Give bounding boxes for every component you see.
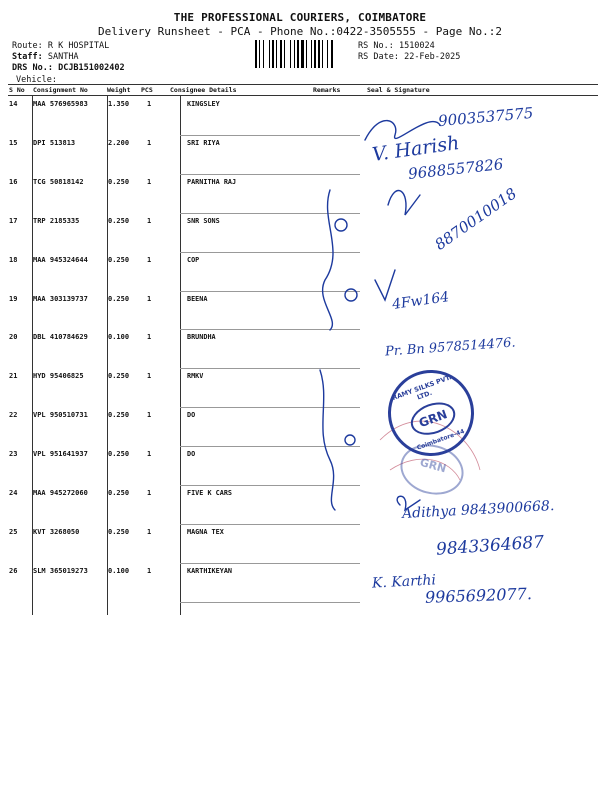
table-row [0,450,600,488]
col-seal: Seal & Signature [367,86,430,94]
rs-no-value: 1510024 [398,41,435,51]
col-consignee: Consignee Details [170,86,237,94]
cell-pcs: 1 [147,372,152,381]
cell-consignee: DO [187,450,196,459]
cell-pcs: 1 [147,216,152,225]
cell-sno: 25 [9,527,18,536]
cell-pcs: 1 [147,177,152,186]
barcode [255,40,347,68]
row-rule [180,291,360,292]
barcode-bar [301,40,304,68]
table-row [0,295,600,333]
cell-sno: 23 [9,450,18,459]
barcode-bar [297,40,299,68]
cell-consignment: TCG 50818142 [33,177,84,186]
row-rule [180,524,360,525]
route-value: R K HOSPITAL [47,41,110,51]
route-line [12,41,109,51]
cell-pcs: 1 [147,294,152,303]
handwritten-phone-row16: 8870010018 [431,184,520,254]
cell-weight: 0.250 [108,372,130,381]
table-row [0,372,600,410]
row-rule [180,602,360,603]
row-rule [180,213,360,214]
barcode-bar [269,40,270,68]
handwritten-name-row26: K. Karthi [371,572,437,592]
stamp-ring-text: RAMY SILKS PVT. LTD. [391,373,453,403]
barcode-bar [306,40,307,68]
cell-consignment: SLM 365019273 [33,566,88,575]
handwritten-note-row18: 4Fw164 [391,289,451,313]
cell-pcs: 1 [147,100,152,108]
barcode-bar [263,40,264,68]
row-rule [180,329,360,330]
runsheet-subtitle: Delivery Runsheet - PCA - Phone No.:0422-3505555 - Page No.:2 [98,25,502,38]
staff-value: SANTHA [47,52,79,62]
handwritten-name-row15: V. Harish [370,132,461,166]
cell-weight: 0.250 [108,489,130,497]
col-weight: Weight [107,86,131,94]
cell-consignment: MAA 303139737 [33,294,88,303]
cell-weight: 0.100 [108,566,130,575]
cell-weight: 0.250 [108,216,130,225]
cell-consignment: DBL 410784629 [33,333,88,342]
vehicle-label: Vehicle: [16,75,57,85]
cell-sno: 20 [9,333,18,342]
handwritten-phone-row15: 9688557826 [407,155,505,183]
cell-consignment: HYD 95406825 [33,372,84,381]
handwritten-phone-row25: 9843364687 [435,532,545,560]
handwritten-phone-row26: 9965692077. [424,584,533,607]
cell-sno: 26 [9,566,18,575]
cell-consignment: KVT 3268050 [33,527,80,536]
barcode-bar [272,40,274,68]
row-rule [180,485,360,486]
cell-sno: 22 [9,411,18,420]
col-consignment: Consignment No [33,86,88,94]
rs-no-line [358,41,435,51]
cell-consignee: PARNITHA RAJ [187,177,237,186]
barcode-bar [255,40,257,68]
cell-sno: 16 [9,177,18,186]
cell-consignee: RMKV [187,372,204,381]
cell-consignee: BEENA [187,294,208,303]
table-row [0,139,600,177]
cell-weight: 0.250 [108,527,130,536]
barcode-bar [311,40,312,68]
cell-consignee: SNR SONS [187,216,220,225]
barcode-bar [280,40,282,68]
cell-pcs: 1 [147,255,152,264]
cell-pcs: 1 [147,333,152,342]
rs-date-value: 22-Feb-2025 [404,52,461,62]
cell-pcs: 1 [147,489,152,497]
cell-sno: 14 [9,100,18,108]
cell-weight: 0.250 [108,294,130,303]
staff-line [12,52,79,62]
handwritten-phone-row14: 9003537575 [437,103,535,131]
cell-sno: 15 [9,138,18,147]
row-rule [180,563,360,564]
stamp-center: GRN [406,397,459,441]
table-row [0,256,600,294]
stamp-city: Coimbatore-44 [416,427,466,452]
row-rule [180,174,360,175]
cell-consignment: TRP 2185335 [33,216,80,225]
cell-consignee: MAGNA TEX [187,527,224,536]
cell-consignee: BRUNDHA [187,333,216,342]
barcode-bar [318,40,320,68]
cell-weight: 0.250 [108,450,130,459]
cell-consignment: VPL 951641937 [33,450,88,459]
cell-consignee: COP [187,255,200,264]
drs-line [12,63,125,73]
table-row [0,411,600,449]
barcode-bar [259,40,260,68]
rs-date-label: RS Date: [358,52,399,62]
col-pcs: PCS [141,86,153,94]
cell-consignment: MAA 576965983 [33,100,88,108]
barcode-bar [276,40,277,68]
cell-consignee: FIVE K CARS [187,489,233,497]
cell-consignee: KARTHIKEYAN [187,566,233,575]
cell-sno: 21 [9,372,18,381]
drs-label: DRS No.: [12,63,53,73]
faded-stamp-center: GRN [418,455,448,476]
barcode-bar [331,40,333,68]
cell-pcs: 1 [147,138,152,147]
cell-pcs: 1 [147,450,152,459]
row-rule [180,407,360,408]
cell-consignment: VPL 950510731 [33,411,88,420]
cell-weight: 0.250 [108,411,130,420]
barcode-bar [314,40,316,68]
cell-sno: 19 [9,294,18,303]
barcode-bar [290,40,291,68]
cell-consignee: DO [187,411,196,420]
cell-pcs: 1 [147,566,152,575]
drs-value: DCJB151002402 [58,63,125,73]
cell-pcs: 1 [147,411,152,420]
cell-consignment: DPI 513813 [33,138,76,147]
cell-consignee: KINGSLEY [187,100,220,108]
company-title: THE PROFESSIONAL COURIERS, COIMBATORE [173,11,427,24]
rs-date-line [358,52,460,62]
cell-weight: 0.100 [108,333,130,342]
table-header-rule [8,95,598,96]
row-rule [180,252,360,253]
cell-sno: 18 [9,255,18,264]
barcode-bar [322,40,323,68]
table-row [0,217,600,255]
cell-pcs: 1 [147,527,152,536]
col-remarks: Remarks [313,86,341,94]
cell-consignment: MAA 945324644 [33,255,88,264]
cell-weight: 1.350 [108,100,130,108]
rs-no-label: RS No.: [358,41,394,51]
cell-weight: 0.250 [108,177,130,186]
row-rule [180,135,360,136]
cell-sno: 24 [9,489,18,497]
barcode-bar [327,40,328,68]
table-top-rule [8,84,598,85]
cell-sno: 17 [9,216,18,225]
handwritten-phone-row20: Pr. Bn 9578514476. [384,335,517,360]
route-label: Route: [12,41,43,51]
cell-weight: 2.200 [108,138,130,147]
cell-consignee: SRI RIYA [187,138,220,147]
barcode-bar [284,40,285,68]
col-sno: S No [9,86,25,94]
staff-label: Staff: [12,52,43,62]
barcode-bar [294,40,295,68]
cell-consignment: MAA 945272060 [33,489,88,497]
row-rule [180,446,360,447]
row-rule [180,368,360,369]
handwritten-phone-row24: Adithya 9843900668. [401,498,555,522]
cell-weight: 0.250 [108,255,130,264]
